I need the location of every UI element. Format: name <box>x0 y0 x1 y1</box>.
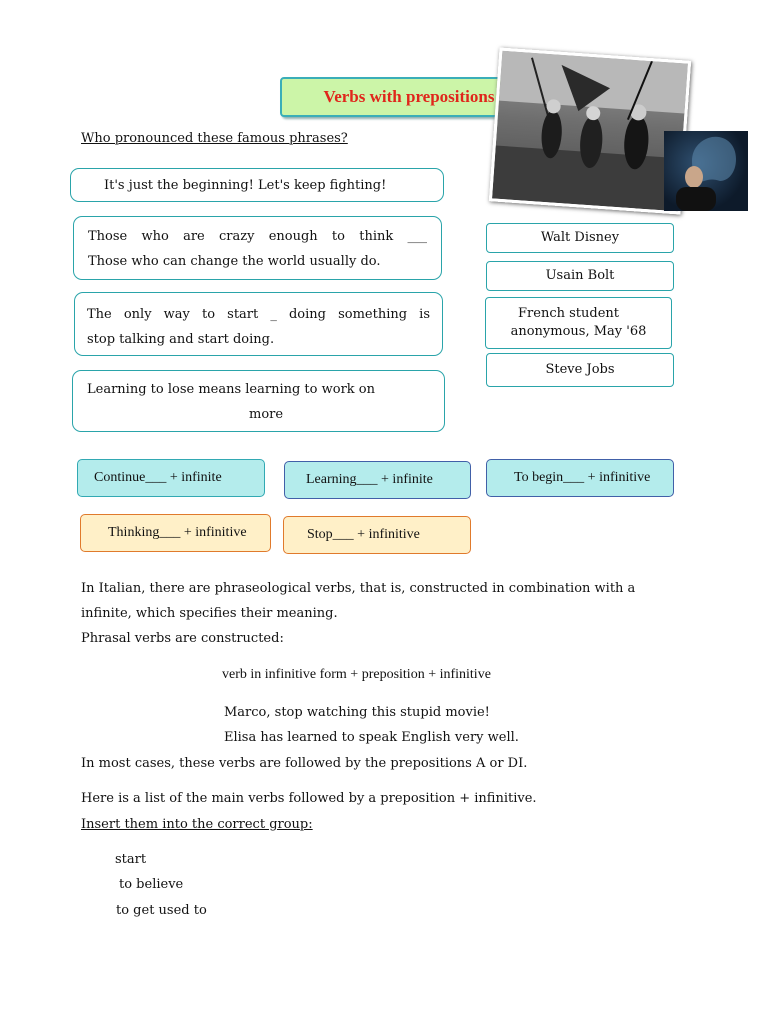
phrase-box-1[interactable] <box>70 168 444 202</box>
paragraph-list-intro: Here is a list of the main verbs followed by a preposition + infinitive. <box>81 791 537 806</box>
steve-jobs-photo <box>664 131 748 211</box>
paragraph-intro: In Italian, there are phraseological verbs, that is, constructed in combination with a infinite, which specifies their meaning. Phrasal verbs are constructed: <box>81 581 636 646</box>
phrase-text: Those who are crazy enough to think ___ <box>88 229 427 244</box>
name-french-student[interactable]: French student anonymous, May '68 <box>485 297 672 349</box>
phrase-text: The only way to start _ doing something is <box>87 307 430 322</box>
formula-continue[interactable]: Continue___ + infinite <box>77 459 265 497</box>
formula-stop[interactable]: Stop___ + infinitive <box>283 516 471 554</box>
verb-list-item: to get used to <box>116 903 207 918</box>
phrase-text: Learning to lose means learning to work on <box>87 382 375 397</box>
protest-photo <box>489 47 691 214</box>
formula-learning[interactable]: Learning___ + infinite <box>284 461 471 499</box>
formula-thinking[interactable]: Thinking___ + infinitive <box>80 514 271 552</box>
formula-to-begin[interactable]: To begin___ + infinitive <box>486 459 674 497</box>
phrase-text: more <box>249 407 284 422</box>
phrase-text: It's just the beginning! Let's keep fighting! <box>104 178 387 193</box>
phrase-box-2[interactable] <box>73 216 442 280</box>
phrase-text: Those who can change the world usually do. <box>88 254 381 269</box>
name-walt-disney[interactable]: Walt Disney <box>486 223 674 253</box>
verb-list-item: to believe <box>119 877 184 892</box>
phrase-text: stop talking and start doing. <box>87 332 275 347</box>
verb-list-item: start <box>115 852 147 867</box>
phrase-box-3[interactable] <box>74 292 443 356</box>
paragraph-prepositions: In most cases, these verbs are followed by the prepositions A or DI. <box>81 756 528 771</box>
name-usain-bolt[interactable]: Usain Bolt <box>486 261 674 291</box>
name-steve-jobs[interactable]: Steve Jobs <box>486 353 674 387</box>
page-title: Verbs with prepositions <box>280 77 538 117</box>
instruction-text: Insert them into the correct group: <box>81 817 313 832</box>
question-heading: Who pronounced these famous phrases? <box>81 131 348 146</box>
phrase-box-4[interactable] <box>72 370 445 432</box>
example-sentences: Marco, stop watching this stupid movie! Elisa has learned to speak English very well. <box>224 705 519 745</box>
rule-text: verb in infinitive form + preposition + infinitive <box>222 667 491 682</box>
